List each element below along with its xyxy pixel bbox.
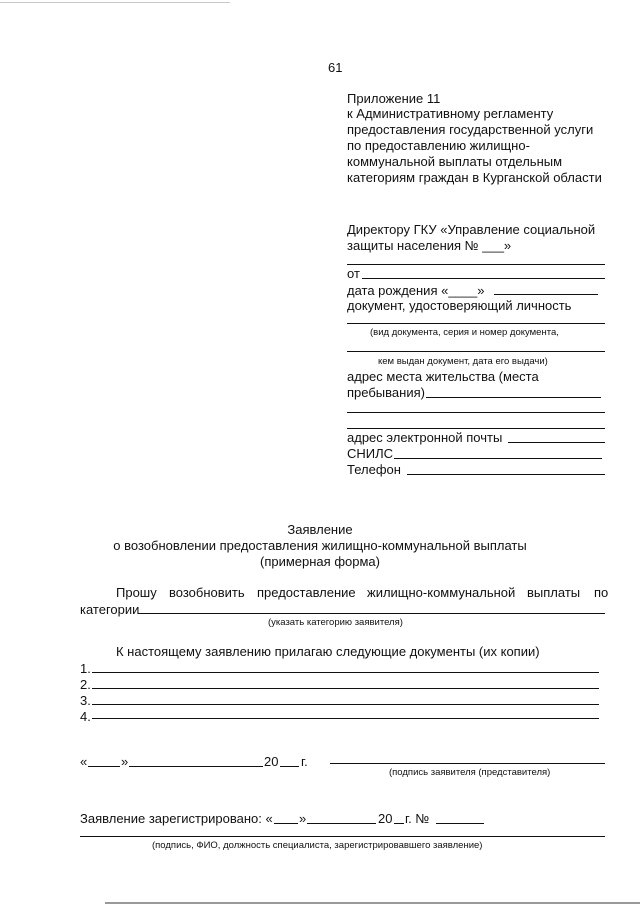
phone-field[interactable] [407, 474, 605, 475]
appendix-title: Приложение 11 [347, 91, 441, 106]
id-document-issuer-field[interactable] [347, 351, 605, 352]
attachment-field[interactable] [92, 688, 599, 689]
registration-year-field[interactable] [394, 823, 404, 824]
snils-field[interactable] [394, 458, 602, 459]
date-day-field[interactable] [88, 766, 120, 767]
appendix-line: к Административному регламенту [347, 106, 554, 121]
appendix-line: по предоставлению жилищно- [347, 138, 530, 153]
date-month-field[interactable] [129, 766, 263, 767]
id-document-hint: (вид документа, серия и номер документа, [370, 327, 559, 338]
attachments-intro: К настоящему заявлению прилагаю следующие документы (их копии) [116, 644, 540, 659]
request-word: предоставление [257, 585, 356, 600]
id-document-field[interactable] [347, 323, 605, 324]
residence-label-cont: пребывания) [347, 385, 425, 400]
registration-year-prefix: 20 [378, 811, 393, 826]
request-word: выплаты [527, 585, 581, 600]
addressee-blank-line[interactable] [347, 264, 605, 265]
residence-field-line3[interactable] [347, 428, 605, 429]
registration-number-label: г. № [405, 811, 430, 826]
birth-date-field[interactable] [494, 294, 598, 295]
document-subtitle: о возобновлении предоставления жилищно-коммунальной выплаты [113, 538, 527, 553]
scan-edge-bottom [105, 902, 640, 904]
category-hint: (указать категорию заявителя) [268, 617, 403, 628]
date-open-quote: « [80, 754, 88, 769]
registration-number-field[interactable] [436, 823, 484, 824]
snils-label: СНИЛС [347, 446, 394, 461]
category-field[interactable] [138, 613, 605, 614]
date-year-prefix: 20 [264, 754, 279, 769]
id-document-issuer-hint: кем выдан документ, дата его выдачи) [378, 356, 548, 367]
from-field[interactable] [362, 278, 605, 279]
registration-label: Заявление зарегистрировано: « [80, 811, 273, 826]
residence-label: адрес места жительства (места [347, 369, 539, 384]
attachment-number: 4. [80, 709, 91, 724]
request-word: по [594, 585, 609, 600]
signature-hint: (подпись заявителя (представителя) [389, 767, 551, 778]
addressee-line1: Директору ГКУ «Управление социальной [347, 222, 596, 237]
email-label: адрес электронной почты [347, 430, 503, 445]
registration-month-field[interactable] [307, 823, 376, 824]
request-word: Прошу [116, 585, 157, 600]
addressee-line2: защиты населения № ___» [347, 238, 512, 253]
attachment-number: 2. [80, 677, 91, 692]
date-close-quote: » [121, 754, 129, 769]
document-form-note: (примерная форма) [260, 554, 380, 569]
phone-label: Телефон [347, 462, 401, 477]
birth-date-label: дата рождения «____» [347, 283, 485, 298]
category-label: категории [80, 602, 140, 617]
registration-hint: (подпись, ФИО, должность специалиста, зарегистрировавшего заявление) [152, 840, 483, 851]
registration-close-quote: » [299, 811, 307, 826]
request-word: возобновить [169, 585, 245, 600]
appendix-line: предоставления государственной услуги [347, 122, 594, 137]
date-year-field[interactable] [280, 766, 299, 767]
id-document-label: документ, удостоверяющий личность [347, 298, 572, 313]
registration-day-field[interactable] [274, 823, 298, 824]
from-label: от [347, 266, 360, 281]
attachment-number: 1. [80, 661, 91, 676]
attachment-field[interactable] [92, 718, 599, 719]
date-year-suffix: г. [301, 754, 308, 769]
request-word: жилищно-коммунальной [367, 585, 516, 600]
scan-edge-top [0, 2, 230, 3]
residence-field-line2[interactable] [347, 412, 605, 413]
appendix-line: категориям граждан в Курганской области [347, 170, 602, 185]
appendix-line: коммунальной выплаты отдельным [347, 154, 563, 169]
residence-field[interactable] [426, 397, 601, 398]
attachment-field[interactable] [92, 672, 599, 673]
registration-signature-field[interactable] [80, 836, 605, 837]
document-title: Заявление [287, 522, 353, 537]
page-number: 61 [328, 60, 343, 75]
attachment-field[interactable] [92, 704, 599, 705]
email-field[interactable] [508, 442, 605, 443]
attachment-number: 3. [80, 693, 91, 708]
signature-field[interactable] [330, 763, 605, 764]
